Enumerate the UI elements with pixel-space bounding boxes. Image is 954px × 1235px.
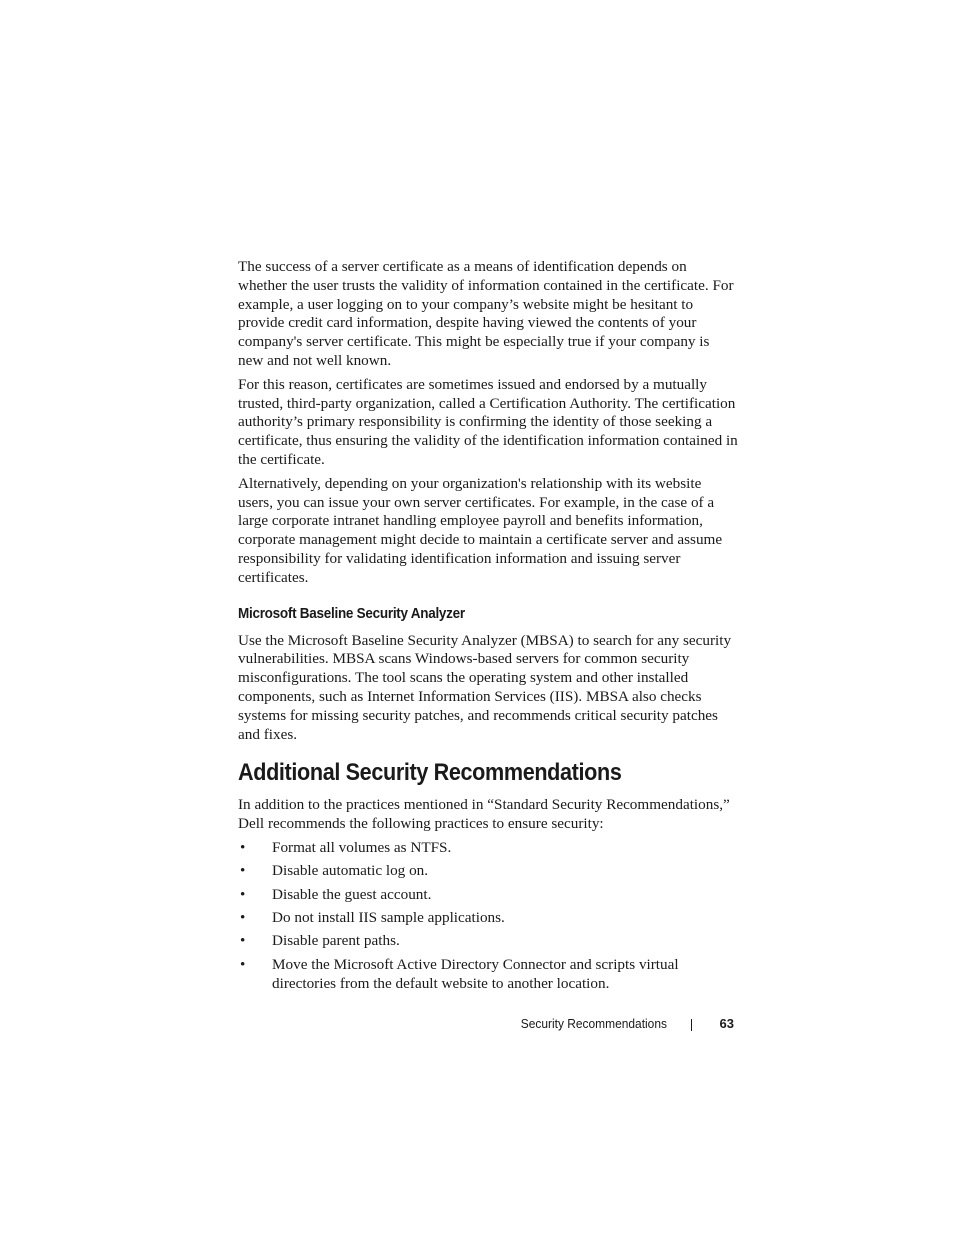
list-item-text: Format all volumes as NTFS. <box>272 838 452 856</box>
footer-section-title: Security Recommendations <box>520 1016 667 1031</box>
list-item-text: Disable the guest account. <box>272 885 432 903</box>
recommendations-list <box>238 839 738 994</box>
list-item-text: Move the Microsoft Active Directory Connector and scripts virtual directories from the default website to another location. <box>272 955 679 992</box>
footer-separator <box>691 1019 692 1031</box>
list-item <box>238 909 738 928</box>
list-item-text: Disable automatic log on. <box>272 862 429 880</box>
paragraph-certificate-trust: The success of a server certificate as a means of identification depends on whether the user trusts the validity of information contained in the certificate. For example, a user logging on to your company’s website might be hesitant to provide credit card information, despite having viewed the contents of your company's server certificate. This might be especially true if your company is new and not well known. <box>238 258 734 369</box>
mbsa-heading: Microsoft Baseline Security Analyzer <box>238 604 465 622</box>
mbsa-paragraph: Use the Microsoft Baseline Security Analyzer (MBSA) to search for any security vulnerabilities. MBSA scans Windows-based servers for common security misconfigurations. The tool scans the operating system and other installed components, such as Internet Information Services (IIS). MBSA also checks systems for missing security patches, and recommends critical security patches and fixes. <box>238 631 732 743</box>
bullet-icon: • <box>240 862 246 880</box>
bullet-icon: • <box>240 838 246 856</box>
list-item <box>238 932 738 951</box>
bullet-icon: • <box>240 932 246 950</box>
page-footer <box>238 1015 735 1035</box>
list-item <box>238 839 738 858</box>
list-item-text: Disable parent paths. <box>272 932 400 950</box>
bullet-icon: • <box>240 955 246 973</box>
page-content <box>238 258 738 998</box>
paragraph-certification-authority: For this reason, certificates are sometimes issued and endorsed by a mutually trusted, third-party organization, called a Certification Authority. The certification authority’s primary responsibility is confirming the identity of those seeking a certificate, thus ensuring the validity of the identification information contained in the certificate. <box>238 375 738 468</box>
bullet-icon: • <box>240 885 246 903</box>
additional-recommendations-heading: Additional Security Recommendations <box>238 759 622 787</box>
bullet-icon: • <box>240 909 246 927</box>
list-item <box>238 886 738 905</box>
list-item <box>238 862 738 881</box>
page-number: 63 <box>719 1016 734 1031</box>
additional-intro: In addition to the practices mentioned in “Standard Security Recommendations,” Dell recommends the following practices to ensure security: <box>238 796 730 833</box>
paragraph-own-certificates: Alternatively, depending on your organization's relationship with its website users, you can issue your own server certificates. For example, in the case of a large corporate intranet handling employee payroll and benefits information, corporate management might decide to maintain a certificate server and assume responsibility for validating identification information and issuing server certificates. <box>238 474 723 586</box>
list-item <box>238 956 738 994</box>
list-item-text: Do not install IIS sample applications. <box>272 909 505 927</box>
